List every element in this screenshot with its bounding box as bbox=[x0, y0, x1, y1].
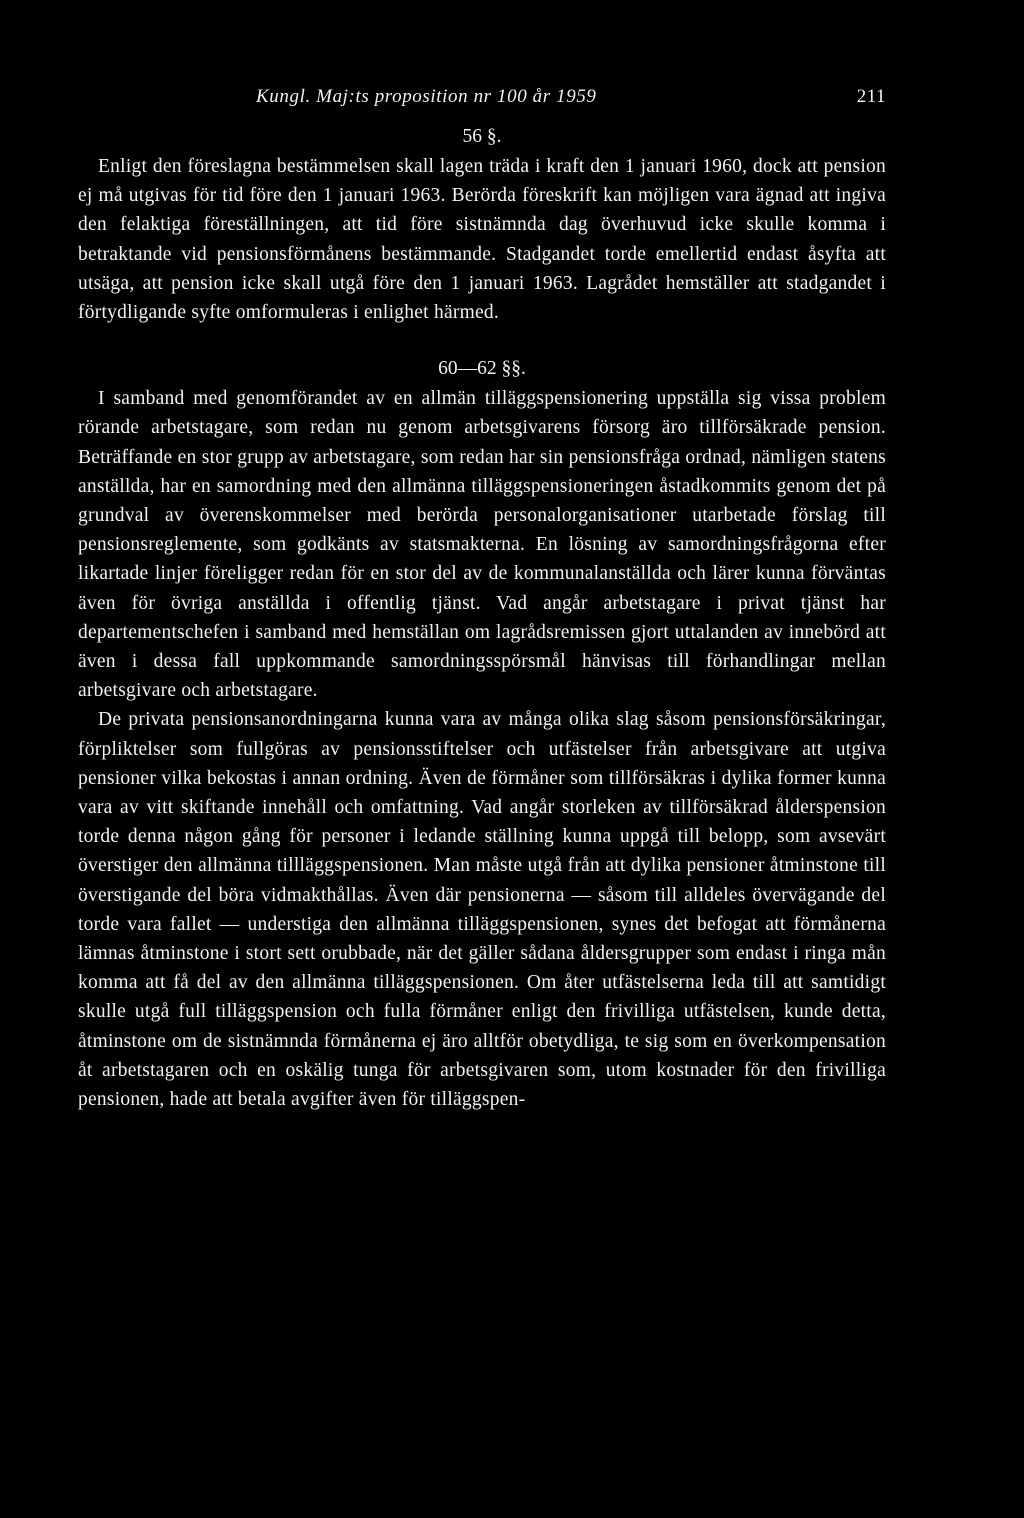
page-header bbox=[78, 86, 886, 122]
page-number: 211 bbox=[856, 86, 886, 107]
section-heading: 60—62 §§. bbox=[438, 358, 526, 380]
section-heading: 56 §. bbox=[462, 126, 502, 147]
paragraph: De privata pensionsanordningarna kunna vara av många olika slag såsom pensionsförsäkringar, förpliktelser som fullgöras av pensionsstiftelser och utfästelser från arbetsgivare att utgiva pensioner vilka bekostas i annan ordning. Även de förmåner som tillförsäkras i dylika former kunna vara av vitt skiftande innehåll och omfattning. Vad angår storleken av tillförsäkrad ålderspension torde denna någon gång för personer i ledande ställning kunna uppgå till belopp, som avsevärt överstiger den allmänna tillläggspensionen. Man måste utgå från att dylika pensioner åtminstone till överstigande del böra vidmakthållas. Även där pensionerna — såsom till alldeles övervägande del torde vara fallet — understiga den allmänna tilläggspensionen, synes det befogat att förmånerna lämnas åtminstone i stort sett orubbade, när det gäller sådana åldersgrupper som endast i ringa mån komma att få del av den allmänna tilläggspensionen. Om åter utfästelserna leda till att samtidigt skulle utgå full tilläggspension och fulla förmåner enligt den frivilliga utfästelsen, kunde detta, åtminstone om de sistnämnda förmånerna ej äro alltför obetydliga, te sig som en överkompensation åt arbetstagaren och en oskälig tunga för arbetsgivaren som, utom kostnader för den frivilliga pensionen, hade att betala avgifter även för tilläggspen- bbox=[78, 709, 886, 1111]
section-spacer bbox=[78, 327, 886, 354]
document-page bbox=[78, 86, 886, 1114]
running-title: Kungl. Maj:ts proposition nr 100 år 1959 bbox=[256, 86, 597, 107]
paragraph: I samband med genomförandet av en allmän tilläggspensionering uppställa sig vissa problem rörande arbetstagare, som redan nu genom arbetsgivarens försorg äro tillförsäkrade pension. Beträffande en stor grupp av arbetstagare, som redan har sin pensionsfråga ordnad, nämligen statens anställda, har en samordning med den allmänna tilläggspensioneringen åstadkommits genom det på grundval av överenskommelser med berörda personalorganisationer utarbetade förslag till pensionsreglemente, som godkänts av statsmakterna. En lösning av samordningsfrågorna efter likartade linjer föreligger redan för en stor del av de kommunalanställda och lärer kunna förväntas även för övriga anställda i offentlig tjänst. Vad angår arbetstagare i privat tjänst har departementschefen i samband med hemställan om lagrådsremissen gjort uttalanden av innebörd att även i dessa fall uppkommande samordningsspörsmål hänvisas till förhandlingar mellan arbetsgivare och arbetstagare. bbox=[78, 388, 886, 702]
paragraph: Enligt den föreslagna bestämmelsen skall lagen träda i kraft den 1 januari 1960, dock att pension ej må utgivas för tid före den 1 januari 1963. Berörda föreskrift kan möjligen vara ägnad att ingiva den felaktiga föreställningen, att tid före sistnämnda dag överhuvud icke skulle komma i betraktande vid pensionsförmånens bestämmande. Stadgandet torde emellertid endast åsyfta att utsäga, att pension icke skall utgå före den 1 januari 1963. Lagrådet hemställer att stadgandet i förtydligande syfte omformuleras i enlighet härmed. bbox=[78, 156, 886, 324]
